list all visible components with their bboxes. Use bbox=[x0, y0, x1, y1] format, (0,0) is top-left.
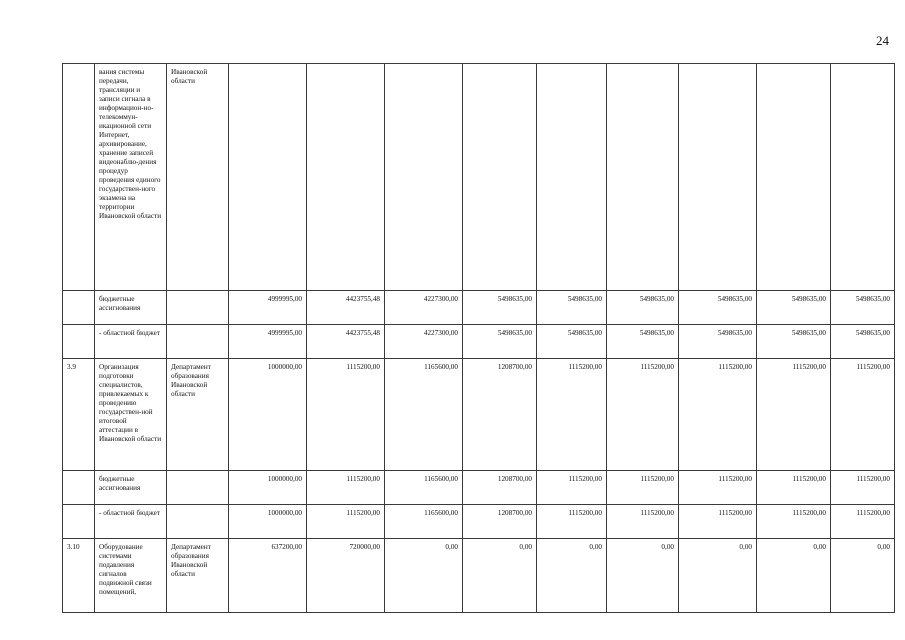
amount-cell: 1115200,00 bbox=[831, 359, 895, 471]
amount-cell: 4423755,48 bbox=[307, 325, 385, 359]
table-body bbox=[63, 64, 895, 613]
executor-cell: Департамент образования Ивановской области bbox=[167, 539, 229, 613]
amount-cell: 1165600,00 bbox=[385, 471, 463, 505]
amount-cell bbox=[537, 64, 607, 291]
executor-cell: Департамент образования Ивановской области bbox=[167, 359, 229, 471]
amount-cell: 1115200,00 bbox=[679, 505, 757, 539]
amount-cell bbox=[831, 64, 895, 291]
budget-table bbox=[62, 63, 895, 613]
amount-cell: 1115200,00 bbox=[537, 359, 607, 471]
amount-cell: 5498635,00 bbox=[831, 325, 895, 359]
amount-cell: 1000000,00 bbox=[229, 359, 307, 471]
amount-cell: 0,00 bbox=[537, 539, 607, 613]
amount-cell: 1115200,00 bbox=[307, 505, 385, 539]
amount-cell: 4999995,00 bbox=[229, 291, 307, 325]
amount-cell bbox=[607, 64, 679, 291]
amount-cell bbox=[229, 64, 307, 291]
executor-cell bbox=[167, 325, 229, 359]
table-row bbox=[63, 539, 895, 613]
amount-cell: 0,00 bbox=[385, 539, 463, 613]
amount-cell: 1115200,00 bbox=[831, 505, 895, 539]
amount-cell: 720000,00 bbox=[307, 539, 385, 613]
amount-cell: 1165600,00 bbox=[385, 505, 463, 539]
amount-cell: 1115200,00 bbox=[607, 505, 679, 539]
amount-cell: 637200,00 bbox=[229, 539, 307, 613]
amount-cell: 4227300,00 bbox=[385, 325, 463, 359]
amount-cell: 5498635,00 bbox=[757, 325, 831, 359]
amount-cell: 1115200,00 bbox=[757, 505, 831, 539]
table-row bbox=[63, 64, 895, 291]
activity-name-cell: бюджетные ассигнования bbox=[95, 291, 167, 325]
amount-cell bbox=[757, 64, 831, 291]
page-number: 24 bbox=[876, 33, 889, 48]
amount-cell bbox=[385, 64, 463, 291]
executor-cell: Ивановской области bbox=[167, 64, 229, 291]
activity-name-cell: вания системы передачи, трансляции и записи сигнала в информацион-но-телекоммун-икационной сети Интернет, архивирование, хранение записей видеонаблю-дения процедур проведения единого государствен-ного экзамена на территории Ивановской области bbox=[95, 64, 167, 291]
activity-name-cell: - областной бюджет bbox=[95, 505, 167, 539]
amount-cell: 5498635,00 bbox=[537, 325, 607, 359]
amount-cell bbox=[679, 64, 757, 291]
amount-cell: 1115200,00 bbox=[537, 471, 607, 505]
table-row bbox=[63, 325, 895, 359]
row-number-cell bbox=[63, 64, 95, 291]
amount-cell: 5498635,00 bbox=[537, 291, 607, 325]
amount-cell: 4227300,00 bbox=[385, 291, 463, 325]
amount-cell: 1115200,00 bbox=[307, 471, 385, 505]
activity-name-cell: Оборудование системами подавления сигналов подвижной связи помещений, bbox=[95, 539, 167, 613]
amount-cell: 0,00 bbox=[679, 539, 757, 613]
amount-cell: 4999995,00 bbox=[229, 325, 307, 359]
activity-name-cell: - областной бюджет bbox=[95, 325, 167, 359]
amount-cell: 1208700,00 bbox=[463, 505, 537, 539]
row-number-cell bbox=[63, 471, 95, 505]
executor-cell bbox=[167, 471, 229, 505]
amount-cell bbox=[463, 64, 537, 291]
activity-name-cell: Организация подготовки специалистов, привлекаемых к проведению государствен-ной итоговой аттестации в Ивановской области bbox=[95, 359, 167, 471]
amount-cell bbox=[307, 64, 385, 291]
amount-cell: 1115200,00 bbox=[607, 471, 679, 505]
amount-cell: 1115200,00 bbox=[307, 359, 385, 471]
row-number-cell bbox=[63, 325, 95, 359]
amount-cell: 1115200,00 bbox=[757, 471, 831, 505]
table-row bbox=[63, 291, 895, 325]
amount-cell: 5498635,00 bbox=[607, 325, 679, 359]
amount-cell: 1165600,00 bbox=[385, 359, 463, 471]
amount-cell: 4423755,48 bbox=[307, 291, 385, 325]
amount-cell: 0,00 bbox=[463, 539, 537, 613]
amount-cell: 1000000,00 bbox=[229, 471, 307, 505]
amount-cell: 5498635,00 bbox=[679, 291, 757, 325]
amount-cell: 1115200,00 bbox=[607, 359, 679, 471]
row-number-cell: 3.10 bbox=[63, 539, 95, 613]
amount-cell: 0,00 bbox=[607, 539, 679, 613]
amount-cell: 1115200,00 bbox=[679, 471, 757, 505]
amount-cell: 5498635,00 bbox=[679, 325, 757, 359]
amount-cell: 0,00 bbox=[831, 539, 895, 613]
amount-cell: 1115200,00 bbox=[831, 471, 895, 505]
activity-name-cell: бюджетные ассигнования bbox=[95, 471, 167, 505]
executor-cell bbox=[167, 291, 229, 325]
table-row bbox=[63, 471, 895, 505]
amount-cell: 5498635,00 bbox=[607, 291, 679, 325]
amount-cell: 0,00 bbox=[757, 539, 831, 613]
amount-cell: 1115200,00 bbox=[537, 505, 607, 539]
row-number-cell bbox=[63, 505, 95, 539]
table-row bbox=[63, 505, 895, 539]
amount-cell: 1208700,00 bbox=[463, 359, 537, 471]
amount-cell: 5498635,00 bbox=[831, 291, 895, 325]
amount-cell: 1000000,00 bbox=[229, 505, 307, 539]
amount-cell: 1115200,00 bbox=[679, 359, 757, 471]
executor-cell bbox=[167, 505, 229, 539]
table-row bbox=[63, 359, 895, 471]
row-number-cell: 3.9 bbox=[63, 359, 95, 471]
amount-cell: 5498635,00 bbox=[463, 291, 537, 325]
amount-cell: 5498635,00 bbox=[757, 291, 831, 325]
row-number-cell bbox=[63, 291, 95, 325]
amount-cell: 1208700,00 bbox=[463, 471, 537, 505]
amount-cell: 1115200,00 bbox=[757, 359, 831, 471]
amount-cell: 5498635,00 bbox=[463, 325, 537, 359]
